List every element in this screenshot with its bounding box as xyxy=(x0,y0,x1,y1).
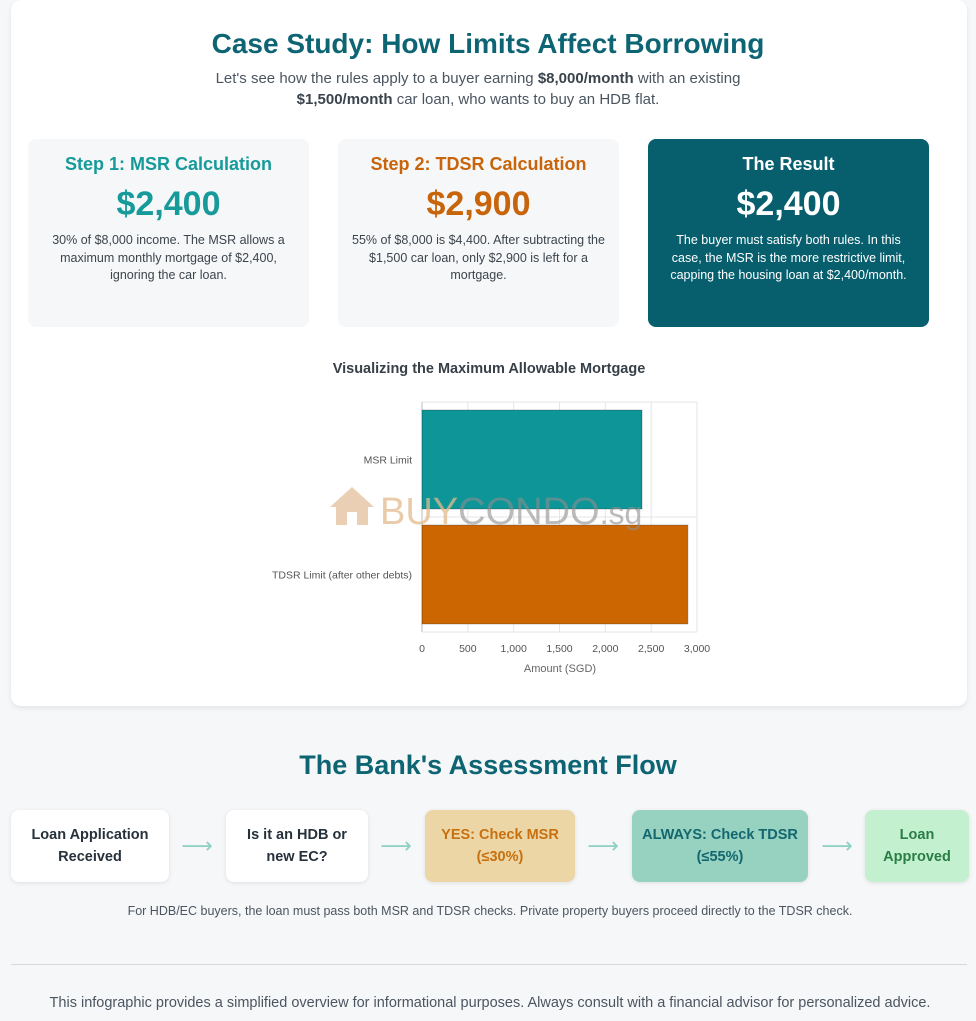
step-title: Step 1: MSR Calculation xyxy=(64,154,273,174)
chart-x-axis-label: Amount (SGD) xyxy=(523,663,597,675)
step-title: The Result xyxy=(742,154,835,174)
step-description: The buyer must satisfy both rules. In this case, the MSR is the more restrictive limit, capping the housing loan at $2,400/month. xyxy=(670,233,907,282)
x-tick-label: 0 xyxy=(419,643,425,655)
flow-step-approved: Loan Approved xyxy=(865,810,969,882)
category-label: MSR Limit xyxy=(363,454,412,467)
x-tick-label: 2,000 xyxy=(592,643,619,655)
flow-step-hdb-check: Is it an HDB or new EC? xyxy=(226,810,368,882)
flow-step-msr: YES: Check MSR (≤30%) xyxy=(425,810,575,882)
step-amount: $2,400 xyxy=(736,185,841,223)
category-label: TDSR Limit (after other debts) xyxy=(271,569,412,582)
watermark-text: BUYCONDO.sg xyxy=(380,491,643,533)
bar-msr xyxy=(422,410,642,509)
disclaimer: This infographic provides a simplified overview for informational purposes. Always consult with a financial advisor for personalized advice. xyxy=(49,995,931,1011)
chart-title: Visualizing the Maximum Allowable Mortgage xyxy=(332,361,646,377)
intro-text: with an existing xyxy=(633,70,741,87)
x-tick-label: 2,500 xyxy=(638,643,665,655)
step-amount: $2,400 xyxy=(116,185,221,223)
flow-step-tdsr: ALWAYS: Check TDSR (≤55%) xyxy=(632,810,808,882)
divider xyxy=(11,964,967,965)
x-tick-label: 500 xyxy=(459,643,477,655)
arrow-right-icon: ⟶ xyxy=(821,833,853,858)
intro-loan: $1,500/month xyxy=(296,91,393,108)
x-tick-label: 3,000 xyxy=(683,643,711,655)
intro-text: Let's see how the rules apply to a buyer earning xyxy=(215,70,538,87)
x-tick-label: 1,500 xyxy=(546,643,573,655)
x-tick-label: 1,000 xyxy=(500,643,527,655)
case-study-title: Case Study: How Limits Affect Borrowing xyxy=(211,28,765,59)
intro-income: $8,000/month xyxy=(537,70,634,87)
intro-text: car loan, who wants to buy an HDB flat. xyxy=(392,91,660,108)
step-description: 30% of $8,000 income. The MSR allows a maximum monthly mortgage of $2,400, ignoring the car loan. xyxy=(52,233,285,282)
step-title: Step 2: TDSR Calculation xyxy=(370,154,587,174)
flow-title: The Bank's Assessment Flow xyxy=(299,750,677,780)
chart-x-ticks xyxy=(419,643,710,655)
step-description: 55% of $8,000 is $4,400. After subtracting the $1,500 car loan, only $2,900 is left for a mortgage. xyxy=(352,233,605,282)
bar-tdsr xyxy=(422,525,688,624)
arrow-right-icon: ⟶ xyxy=(181,833,213,858)
flow-step-application: Loan Application Received xyxy=(11,810,169,882)
chart-category-labels xyxy=(272,455,412,582)
arrow-right-icon: ⟶ xyxy=(587,833,619,858)
flow-note: For HDB/EC buyers, the loan must pass both MSR and TDSR checks. Private property buyers proceed directly to the TDSR check. xyxy=(127,904,853,918)
arrow-right-icon: ⟶ xyxy=(380,833,412,858)
step-amount: $2,900 xyxy=(426,185,531,223)
